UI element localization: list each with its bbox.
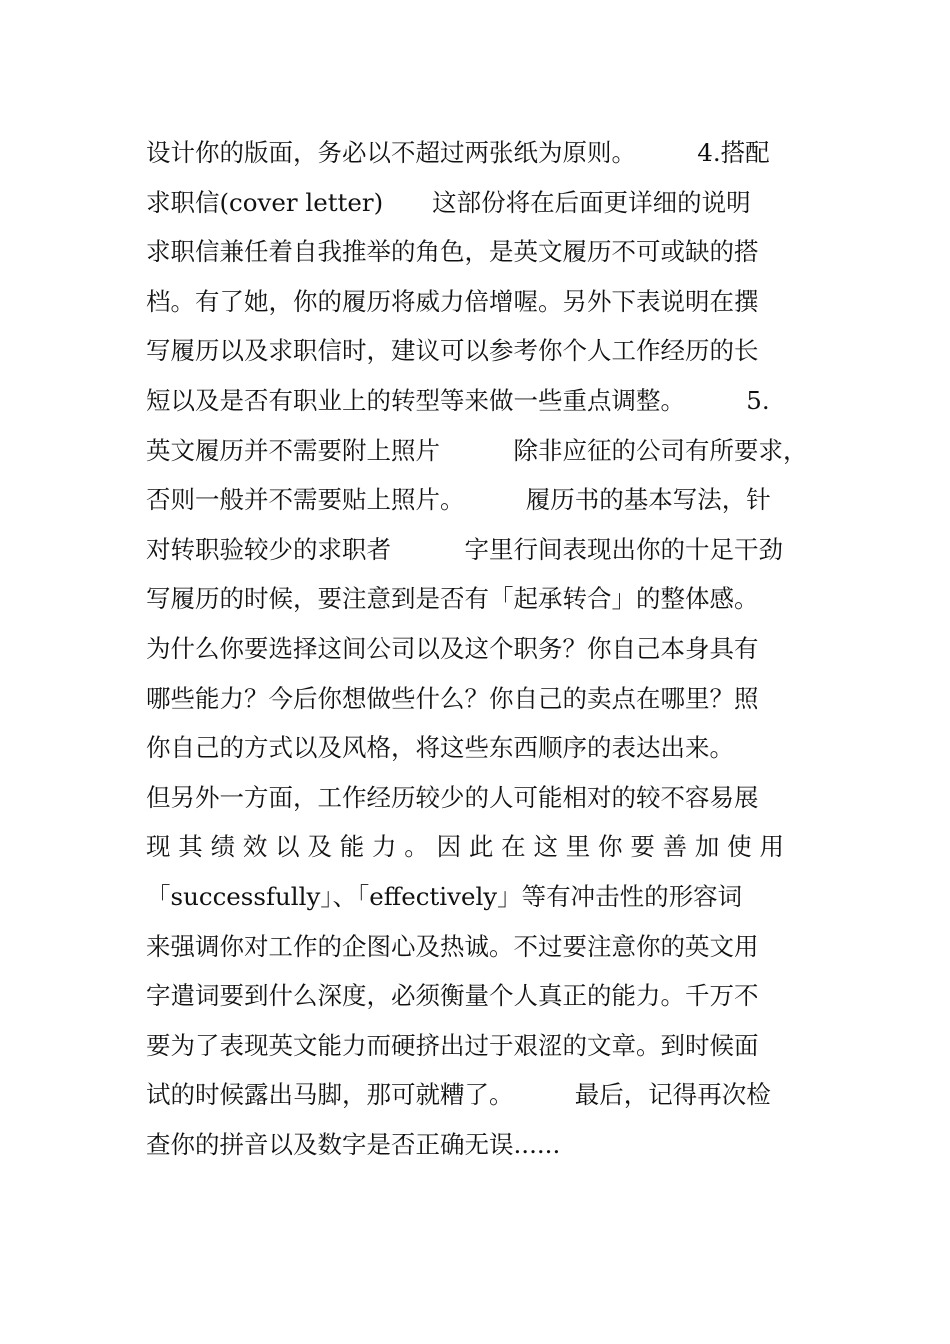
text-line: 你自己的方式以及风格，将这些东西顺序的表达出来。 — [146, 733, 734, 763]
text-line: 为什么你要选择这间公司以及这个职务？你自己本身具有 — [146, 633, 759, 663]
text-line: 现 其 绩 效 以 及 能 力 。 因 此 在 这 里 你 要 善 加 使 用 — [146, 832, 784, 862]
text-line: 英文履历并不需要附上照片 除非应征的公司有所要求， — [146, 435, 808, 465]
text-line: 「successfully」、「effectively」等有冲击性的形容词 — [146, 881, 743, 911]
text-line: 求职信兼任着自我推举的角色，是英文履历不可或缺的搭 — [146, 237, 759, 267]
text-line: 来强调你对工作的企图心及热诚。不过要注意你的英文用 — [146, 931, 759, 961]
text-line: 但另外一方面，工作经历较少的人可能相对的较不容易展 — [146, 782, 759, 812]
text-line: 短以及是否有职业上的转型等来做一些重点调整。 5. — [146, 385, 770, 415]
text-line: 求职信(cover letter) 这部份将在后面更详细的说明 — [146, 187, 751, 217]
body-text — [146, 128, 816, 1169]
text-line: 档。有了她，你的履历将威力倍增喔。另外下表说明在撰 — [146, 286, 759, 316]
text-line: 查你的拼音以及数字是否正确无误...... — [146, 1129, 561, 1159]
text-line: 哪些能力？今后你想做些什么？你自己的卖点在哪里？照 — [146, 683, 759, 713]
text-line: 写履历以及求职信时，建议可以参考你个人工作经历的长 — [146, 336, 759, 366]
text-line: 对转职验较少的求职者 字里行间表现出你的十足干劲 — [146, 534, 783, 564]
text-line: 字遣词要到什么深度，必须衡量个人真正的能力。千万不 — [146, 981, 759, 1011]
text-line: 要为了表现英文能力而硬挤出过于艰涩的文章。到时候面 — [146, 1030, 759, 1060]
text-line: 设计你的版面，务必以不超过两张纸为原则。 4.搭配 — [146, 138, 770, 167]
text-line: 写履历的时候，要注意到是否有「起承转合」的整体感。 — [146, 584, 759, 614]
text-line: 试的时候露出马脚，那可就糟了。 最后，记得再次检 — [146, 1080, 771, 1110]
text-line: 否则一般并不需要贴上照片。 履历书的基本写法，针 — [146, 485, 771, 515]
